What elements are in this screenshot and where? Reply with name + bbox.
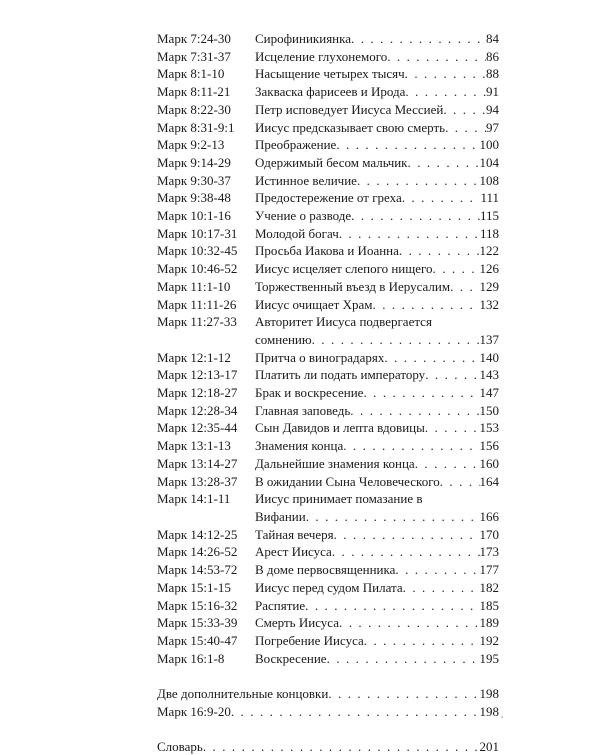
toc-entry-title: Иисус исцеляет слепого нищего: [255, 261, 433, 277]
toc-entry-page: 166: [479, 508, 499, 524]
toc-entry-page: 147: [479, 385, 499, 401]
dot-leader: [408, 154, 480, 172]
toc-entry-page: 156: [479, 438, 499, 454]
dot-leader: [443, 101, 486, 119]
toc-entry-ref: Марк 14:12-25: [157, 526, 238, 542]
toc-entry[interactable]: [157, 313, 499, 348]
toc-entry-page: 177: [479, 562, 499, 578]
toc-entry-page: 91: [486, 84, 499, 100]
toc-entry-ref: Марк 12:28-34: [157, 402, 238, 418]
toc-entry-page: 192: [479, 632, 499, 648]
toc-entry[interactable]: [157, 278, 499, 296]
dot-leader: [351, 207, 480, 225]
toc-entry-page: 201: [479, 738, 499, 754]
dot-leader: [357, 172, 480, 190]
toc-entry[interactable]: [157, 101, 499, 119]
toc-entry-ref: Марк 14:1-11: [157, 491, 231, 507]
toc-entry-page: 140: [479, 349, 499, 365]
toc-entry-endings-ref[interactable]: [157, 703, 499, 721]
toc-entry[interactable]: [157, 65, 499, 83]
toc-entry-title: В ожидании Сына Человеческого: [255, 473, 440, 489]
dot-leader: [305, 597, 479, 615]
toc-entry-page: 94: [486, 101, 499, 117]
toc-entry[interactable]: [157, 207, 499, 225]
toc-entry[interactable]: [157, 83, 499, 101]
toc-entry-title: Сын Давидов и лепта вдовицы: [255, 420, 425, 436]
toc-entry-title: Закваска фарисеев и Ирода: [255, 84, 406, 100]
toc-entry-title: Молодой богач: [255, 225, 339, 241]
toc-entry-ref: Марк 8:22-30: [157, 101, 231, 117]
toc-entry[interactable]: [157, 48, 499, 66]
toc-entry-title: Воскресение: [255, 650, 327, 666]
dot-leader: [402, 189, 481, 207]
dot-leader: [343, 437, 479, 455]
toc-entry-title: Учение о разводе: [255, 208, 352, 224]
toc-entry[interactable]: [157, 384, 499, 402]
dot-leader: [328, 685, 479, 703]
toc-entry-title-continued: Вифании: [255, 508, 306, 524]
toc-entry-page: 132: [479, 296, 499, 312]
dot-leader: [450, 278, 479, 296]
toc-entry-page: 97: [486, 119, 499, 135]
toc-entry-ref: Марк 14:26-52: [157, 544, 238, 560]
toc-entry-ref: Марк 9:14-29: [157, 154, 231, 170]
toc-entry-page: 104: [479, 154, 499, 170]
toc-entry[interactable]: [157, 366, 499, 384]
section-spacer: [157, 721, 499, 738]
toc-entry-page: 88: [486, 66, 499, 82]
toc-entry-title: Притча о виноградарях: [255, 349, 385, 365]
toc-entry-page: 100: [479, 137, 499, 153]
toc-entry[interactable]: [157, 455, 499, 473]
dot-leader: [403, 579, 480, 597]
toc-entry[interactable]: [157, 614, 499, 632]
toc-entry-title: В доме первосвященника: [255, 562, 396, 578]
toc-entry-page: 150: [479, 402, 499, 418]
dot-leader: [440, 473, 480, 491]
toc-entry-ref: Марк 15:1-15: [157, 579, 231, 595]
toc-entry-ref: Марк 10:46-52: [157, 261, 238, 277]
toc-entry[interactable]: [157, 154, 499, 172]
dot-leader: [334, 526, 480, 544]
toc-entry-ref: Марк 7:31-37: [157, 48, 231, 64]
toc-entry-page: 108: [479, 172, 499, 188]
toc-entry-title: Дальнейшие знамения конца: [255, 455, 415, 471]
toc-entry-title-continued: сомнению: [255, 331, 312, 347]
toc-entry-page: 86: [486, 48, 499, 64]
toc-entry-page: 164: [479, 473, 499, 489]
toc-entry-title: Истинное величие: [255, 172, 357, 188]
toc-entry-page: 129: [479, 278, 499, 294]
dot-leader: [445, 119, 486, 137]
toc-entry-title: Предостережение от греха: [255, 190, 402, 206]
toc-entry[interactable]: [157, 650, 499, 668]
dot-leader: [332, 543, 480, 561]
toc-entry-ref: Марк 10:17-31: [157, 225, 238, 241]
toc-entry-page: 198: [479, 686, 499, 702]
toc-entry-ref: Марк 13:14-27: [157, 455, 238, 471]
toc-entry[interactable]: [157, 172, 499, 190]
dot-leader: [425, 366, 479, 384]
toc-entry-title: Сирофиникиянка: [255, 31, 352, 46]
dot-leader: [405, 83, 486, 101]
page-speck: [501, 716, 503, 718]
toc-entry[interactable]: [157, 473, 499, 491]
dot-leader: [312, 331, 480, 349]
toc-entry-title: Две дополнительные концовки: [157, 686, 329, 702]
dot-leader: [350, 402, 479, 420]
toc-entry[interactable]: [157, 225, 499, 243]
dot-leader: [395, 561, 479, 579]
toc-entry-page: 143: [479, 367, 499, 383]
dot-leader: [364, 632, 480, 650]
toc-entry-ref: Марк 8:31-9:1: [157, 119, 235, 135]
toc-entry-title: Преображение: [255, 137, 337, 153]
toc-entry-title: Брак и воскресение: [255, 385, 364, 401]
toc-entry-ref: Марк 12:13-17: [157, 367, 238, 383]
dot-leader: [339, 614, 480, 632]
toc-entry-page: 122: [479, 243, 499, 259]
toc-entry[interactable]: [157, 260, 499, 278]
toc-entry-title: Иисус принимает помазание в: [255, 491, 423, 507]
toc-entry-title: Одержимый бесом мальчик: [255, 154, 408, 170]
toc-entry-title: Иисус перед судом Пилата: [255, 579, 403, 595]
toc-entry-page: 189: [479, 615, 499, 631]
toc-entry-ref: Марк 13:28-37: [157, 473, 238, 489]
toc-entry-ref: Марк 12:35-44: [157, 420, 238, 436]
toc-entry-page: 84: [486, 31, 499, 46]
toc-entry-ref: Марк 9:2-13: [157, 137, 225, 153]
toc-entry[interactable]: [157, 437, 499, 455]
toc-entry-title: Насыщение четырех тысяч: [255, 66, 405, 82]
toc-entry[interactable]: [157, 579, 499, 597]
toc-entry[interactable]: [157, 419, 499, 437]
toc-entry-ref: Марк 12:18-27: [157, 385, 238, 401]
dot-leader: [351, 30, 486, 48]
toc-entry[interactable]: [157, 30, 499, 48]
toc-entry-title: Распятие: [255, 597, 306, 613]
dot-leader: [399, 242, 480, 260]
toc-entry-page: 182: [479, 579, 499, 595]
toc-entry-page: 160: [479, 455, 499, 471]
toc-entry-page: 185: [479, 597, 499, 613]
toc-entry[interactable]: [157, 526, 499, 544]
toc-entry[interactable]: [157, 490, 499, 525]
toc-entry[interactable]: [157, 349, 499, 367]
toc-entry-page: 118: [479, 225, 499, 241]
toc-entry[interactable]: [157, 597, 499, 615]
toc-entry-title: Просьба Иакова и Иоанна: [255, 243, 399, 259]
table-of-contents: [157, 30, 499, 755]
toc-entry-page: 153: [479, 420, 499, 436]
dot-leader: [425, 419, 480, 437]
toc-entry-ref: Марк 9:30-37: [157, 172, 231, 188]
toc-entry[interactable]: [157, 296, 499, 314]
toc-entry[interactable]: [157, 561, 499, 579]
toc-entry-title: Главная заповедь: [255, 402, 351, 418]
toc-entry-title: Иисус очищает Храм: [255, 296, 373, 312]
toc-entry-ref: Марк 16:1-8: [157, 650, 225, 666]
toc-entry-title: Словарь: [157, 738, 203, 754]
toc-entry[interactable]: [157, 136, 499, 154]
dot-leader: [203, 738, 480, 755]
dot-leader: [384, 349, 479, 367]
toc-entry-title: Тайная вечеря: [255, 526, 334, 542]
dot-leader: [415, 455, 480, 473]
toc-entry-ref: Марк 9:38-48: [157, 190, 231, 206]
dot-leader: [363, 384, 479, 402]
toc-entry[interactable]: [157, 632, 499, 650]
dot-leader: [339, 225, 480, 243]
dot-leader: [433, 260, 480, 278]
toc-entry[interactable]: [157, 119, 499, 137]
toc-entry-endings[interactable]: [157, 685, 499, 703]
toc-entry-page: 137: [479, 331, 499, 347]
toc-entry-page: 195: [479, 650, 499, 666]
toc-entry-ref: Марк 15:16-32: [157, 597, 238, 613]
toc-entry-title: Авторитет Иисуса подвергается: [255, 314, 432, 330]
toc-entry-ref: Марк 10:1-16: [157, 208, 231, 224]
section-spacer: [157, 667, 499, 685]
toc-entry-ref: Марк 11:27-33: [157, 314, 237, 330]
toc-entry[interactable]: [157, 543, 499, 561]
dot-leader: [231, 703, 480, 721]
toc-entry-page: 111: [480, 190, 499, 206]
toc-entry-ref: Марк 12:1-12: [157, 349, 231, 365]
toc-entry-title: Смерть Иисуса: [255, 615, 339, 631]
toc-entry-title: Знамения конца: [255, 438, 344, 454]
toc-entry-page: 115: [479, 208, 499, 224]
toc-entry-ref: Марк 11:1-10: [157, 278, 231, 294]
toc-entry-ref: Марк 11:11-26: [157, 296, 237, 312]
toc-entry-ref: Марк 10:32-45: [157, 243, 238, 259]
dot-leader: [387, 48, 486, 66]
dot-leader: [306, 508, 480, 526]
toc-entry-ref: Марк 7:24-30: [157, 31, 231, 46]
toc-entry-ref: Марк 8:1-10: [157, 66, 225, 82]
toc-entry-glossary[interactable]: [157, 738, 499, 755]
dot-leader: [327, 650, 480, 668]
toc-entry-title: Платить ли подать императору: [255, 367, 426, 383]
toc-entry-page: 173: [479, 544, 499, 560]
toc-entry-page: 170: [479, 526, 499, 542]
toc-entry-ref: Марк 13:1-13: [157, 438, 231, 454]
toc-entry-title: Погребение Иисуса: [255, 632, 364, 648]
toc-entry-page: 198: [479, 704, 499, 720]
toc-entry-ref: Марк 14:53-72: [157, 562, 238, 578]
dot-leader: [405, 65, 486, 83]
toc-entry-title: Иисус предсказывает свою смерть: [255, 119, 446, 135]
dot-leader: [336, 136, 479, 154]
toc-entry-title: Исцеление глухонемого: [255, 48, 388, 64]
toc-entry-page: 126: [479, 261, 499, 277]
toc-entry-title: Арест Иисуса: [255, 544, 332, 560]
toc-entry-title: Торжественный въезд в Иерусалим: [255, 278, 451, 294]
toc-entry-ref: Марк 8:11-21: [157, 84, 231, 100]
toc-entry[interactable]: [157, 189, 499, 207]
toc-entry-title: Петр исповедует Иисуса Мессией: [255, 101, 444, 117]
toc-entry-ref: Марк 16:9-20: [157, 704, 231, 720]
toc-entry-ref: Марк 15:40-47: [157, 632, 238, 648]
toc-entry[interactable]: [157, 242, 499, 260]
toc-entry[interactable]: [157, 402, 499, 420]
toc-entry-ref: Марк 15:33-39: [157, 615, 238, 631]
dot-leader: [373, 296, 480, 314]
